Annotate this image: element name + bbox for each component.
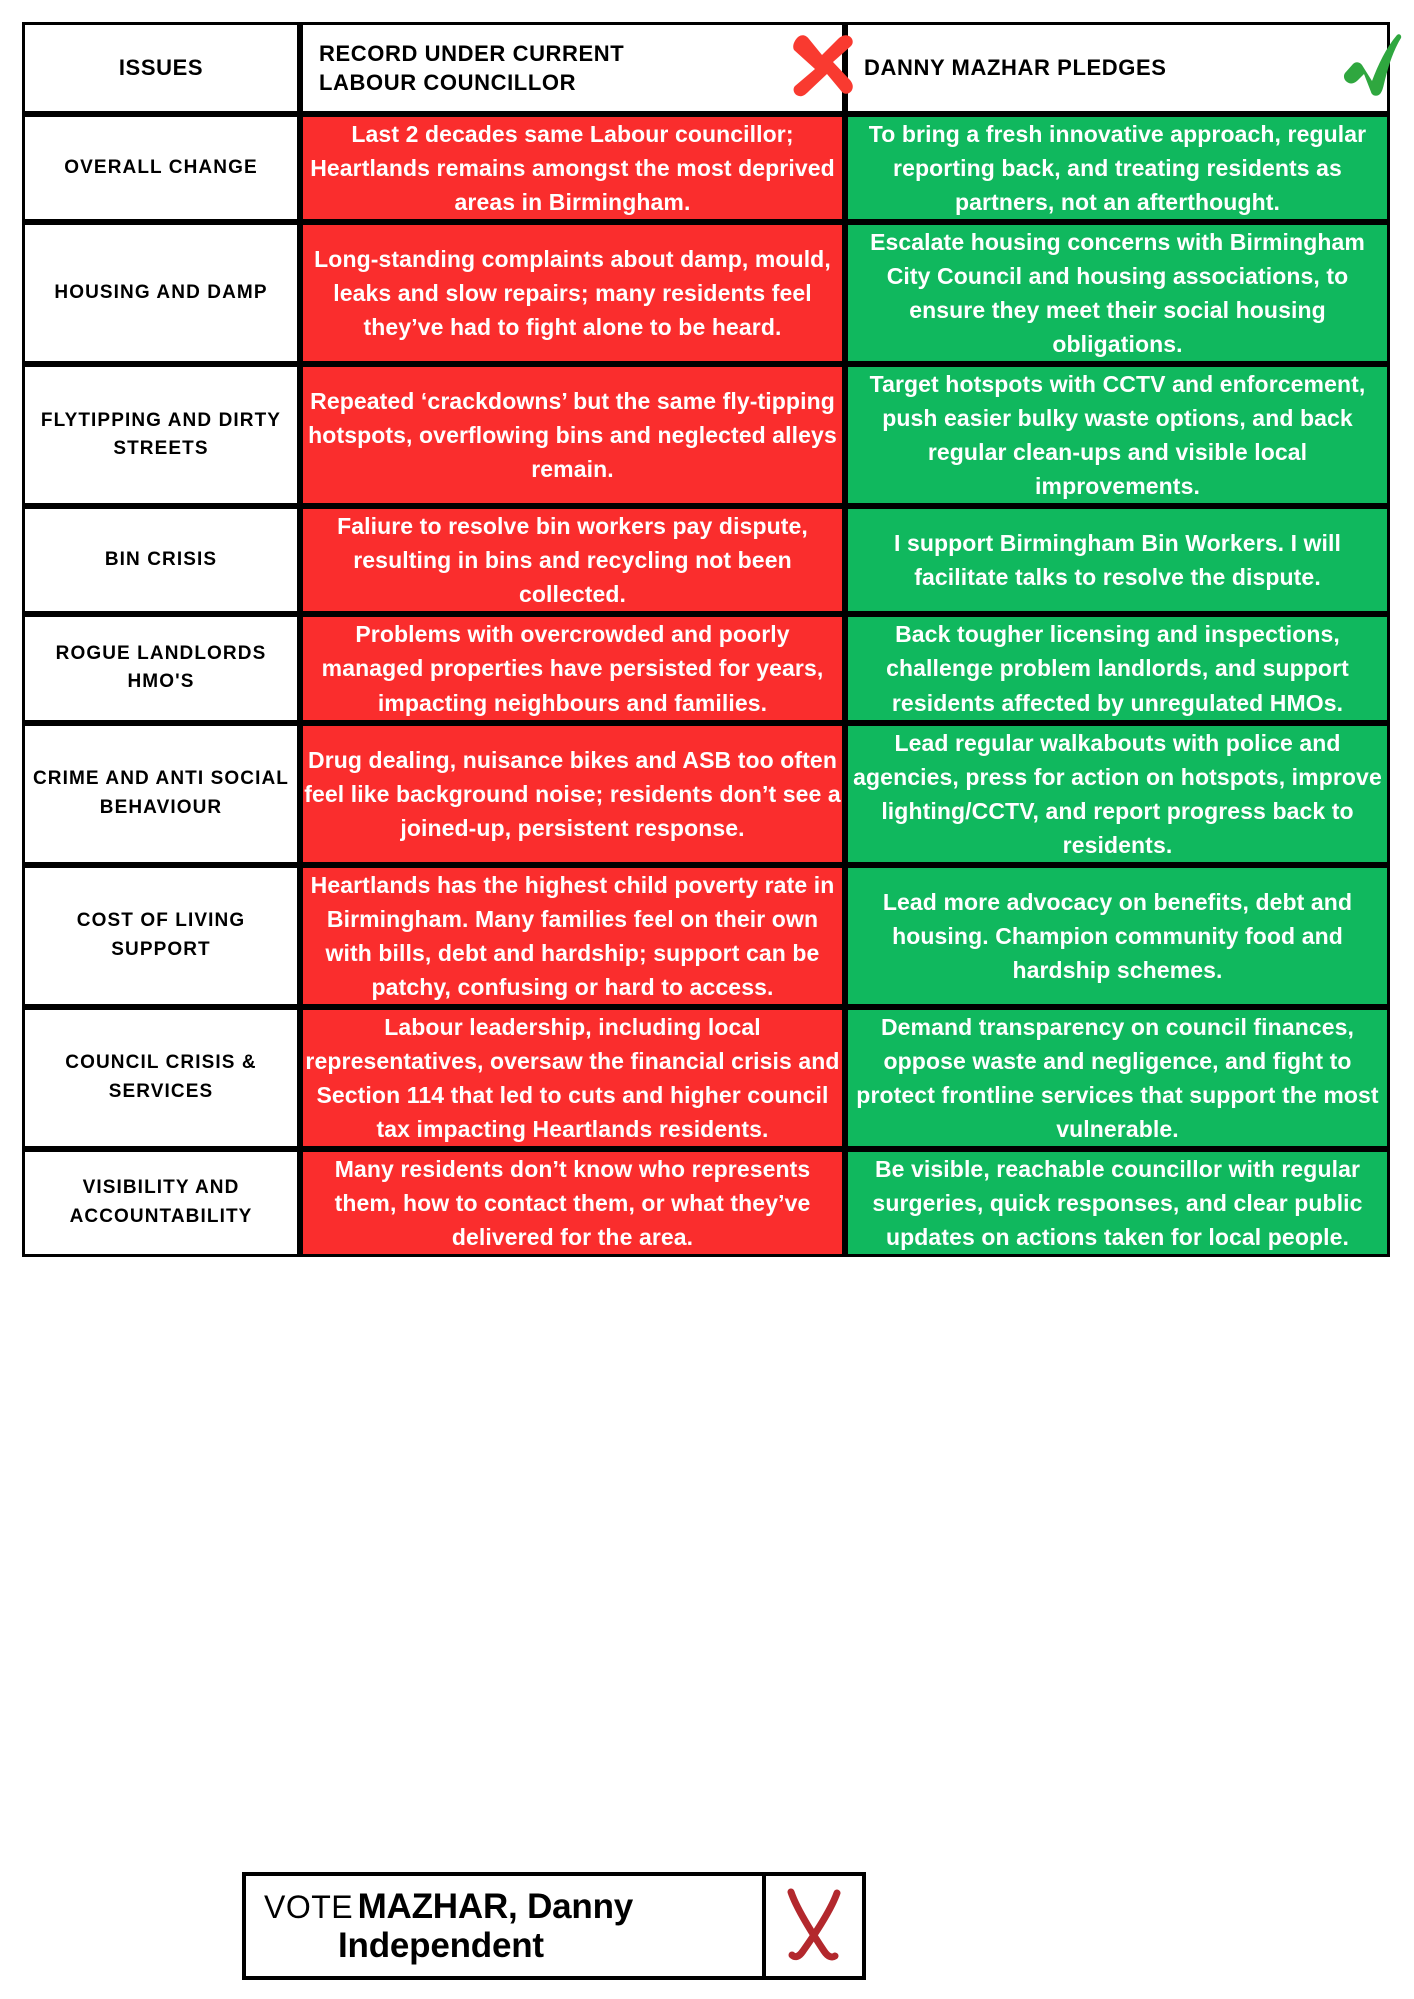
table-row — [22, 364, 1390, 506]
pledge-cell — [845, 222, 1390, 364]
candidate-name: MAZHAR, Danny — [357, 1886, 634, 1926]
record-cell — [300, 614, 845, 722]
vote-word: VOTE — [264, 1888, 354, 1925]
comparison-leaflet — [22, 22, 1390, 1257]
record-text: Repeated ‘crackdowns’ but the same fly-tipping hotspots, overflowing bins and neglected alleys remain. — [308, 388, 837, 483]
issue-label: CRIME AND ANTI SOCIAL BEHAVIOUR — [32, 768, 290, 818]
pledge-cell — [845, 506, 1390, 614]
pledge-text: To bring a fresh innovative approach, regular reporting back, and treating residents as partners, not an afterthought. — [868, 121, 1367, 216]
table-row — [22, 222, 1390, 364]
issue-cell — [22, 364, 300, 506]
pledge-cell — [845, 1007, 1390, 1149]
record-text: Long-standing complaints about damp, mould, leaks and slow repairs; many residents feel they’ve had to fight alone to be heard. — [314, 246, 831, 341]
column-header-record-label: RECORD UNDER CURRENT LABOUR COUNCILLOR — [319, 40, 625, 95]
column-header-issues — [22, 22, 300, 114]
record-text: Faliure to resolve bin workers pay dispute, resulting in bins and recycling not been collected. — [337, 513, 808, 608]
table-row — [22, 114, 1390, 222]
pledge-cell — [845, 114, 1390, 222]
pledge-text: I support Birmingham Bin Workers. I will facilitate talks to resolve the dispute. — [893, 530, 1342, 591]
table-row — [22, 614, 1390, 722]
record-text: Heartlands has the highest child poverty rate in Birmingham. Many families feel on their own with bills, debt and hardship; support can be patchy, confusing or hard to access. — [310, 871, 835, 1000]
pledge-cell — [845, 364, 1390, 506]
table-row — [22, 723, 1390, 865]
record-cell — [300, 506, 845, 614]
issues-comparison-table — [22, 22, 1390, 1257]
ballot-mark-box — [762, 1876, 862, 1976]
record-cell — [300, 865, 845, 1007]
record-cell — [300, 1007, 845, 1149]
column-header-pledges — [845, 22, 1390, 114]
issue-label: OVERALL CHANGE — [64, 156, 258, 178]
table-body — [22, 114, 1390, 1257]
dark-red-cross-icon — [782, 1885, 846, 1968]
record-text: Problems with overcrowded and poorly managed properties have persisted for years, impacting neighbours and families. — [321, 621, 824, 716]
pledge-text: Escalate housing concerns with Birmingham City Council and housing associations, to ensure they meet their social housing obligations. — [870, 229, 1365, 358]
record-cell — [300, 1149, 845, 1257]
ballot-candidate-text — [264, 1887, 633, 1965]
pledge-text: Lead more advocacy on benefits, debt and housing. Champion community food and hardship schemes. — [882, 888, 1353, 983]
pledge-text: Back tougher licensing and inspections, challenge problem landlords, and support residents affected by unregulated HMOs. — [886, 621, 1349, 716]
column-header-pledges-label: DANNY MAZHAR PLEDGES — [864, 55, 1167, 81]
record-cell — [300, 114, 845, 222]
record-cell — [300, 364, 845, 506]
candidate-party: Independent — [338, 1926, 544, 1965]
record-text: Drug dealing, nuisance bikes and ASB too often feel like background noise; residents don’t see a joined-up, persistent response. — [304, 746, 841, 841]
issue-label: COST OF LIVING SUPPORT — [76, 910, 246, 960]
issue-cell — [22, 1149, 300, 1257]
record-text: Many residents don’t know who represents them, how to contact them, or what they’ve delivered for the area. — [334, 1155, 811, 1250]
issue-cell — [22, 222, 300, 364]
table-row — [22, 1149, 1390, 1257]
record-text: Labour leadership, including local representatives, oversaw the financial crisis and Section 114 that led to cuts and higher council tax impacting Heartlands residents. — [305, 1013, 840, 1142]
record-cell — [300, 723, 845, 865]
pledge-text: Be visible, reachable councillor with regular surgeries, quick responses, and clear public updates on actions taken for local people. — [872, 1155, 1363, 1250]
issue-cell — [22, 614, 300, 722]
column-header-record — [300, 22, 845, 114]
issue-cell — [22, 723, 300, 865]
issue-cell — [22, 114, 300, 222]
issue-cell — [22, 1007, 300, 1149]
pledge-cell — [845, 865, 1390, 1007]
issue-cell — [22, 865, 300, 1007]
pledge-text: Lead regular walkabouts with police and agencies, press for action on hotspots, improve lighting/CCTV, and report progress back to residents. — [853, 729, 1382, 858]
table-header — [22, 22, 1390, 114]
table-row — [22, 1007, 1390, 1149]
ballot-candidate-block — [246, 1876, 762, 1976]
pledge-cell — [845, 614, 1390, 722]
issue-label: VISIBILITY AND ACCOUNTABILITY — [69, 1177, 253, 1227]
record-cell — [300, 222, 845, 364]
issue-label: ROGUE LANDLORDS HMO'S — [55, 642, 267, 693]
pledge-text: Demand transparency on council finances, oppose waste and negligence, and fight to protect frontline services that support the most vulnerable. — [856, 1013, 1379, 1142]
pledge-cell — [845, 1149, 1390, 1257]
column-header-issues-label: ISSUES — [118, 55, 204, 81]
issue-label: BIN CRISIS — [104, 549, 218, 571]
red-cross-icon — [788, 33, 858, 104]
record-text: Last 2 decades same Labour councillor; Heartlands remains amongst the most deprived areas in Birmingham. — [310, 121, 835, 216]
table-row — [22, 865, 1390, 1007]
issue-label: HOUSING AND DAMP — [54, 281, 268, 303]
issue-label: FLYTIPPING AND DIRTY STREETS — [40, 409, 282, 460]
pledge-cell — [845, 723, 1390, 865]
green-tick-icon — [1341, 31, 1403, 106]
header-row — [22, 22, 1390, 114]
table-row — [22, 506, 1390, 614]
ballot-paper-footer — [242, 1872, 866, 1980]
pledge-text: Target hotspots with CCTV and enforcement, push easier bulky waste options, and back regular clean-ups and visible local improvements. — [869, 371, 1366, 500]
issue-cell — [22, 506, 300, 614]
issue-label: COUNCIL CRISIS & SERVICES — [65, 1052, 257, 1102]
